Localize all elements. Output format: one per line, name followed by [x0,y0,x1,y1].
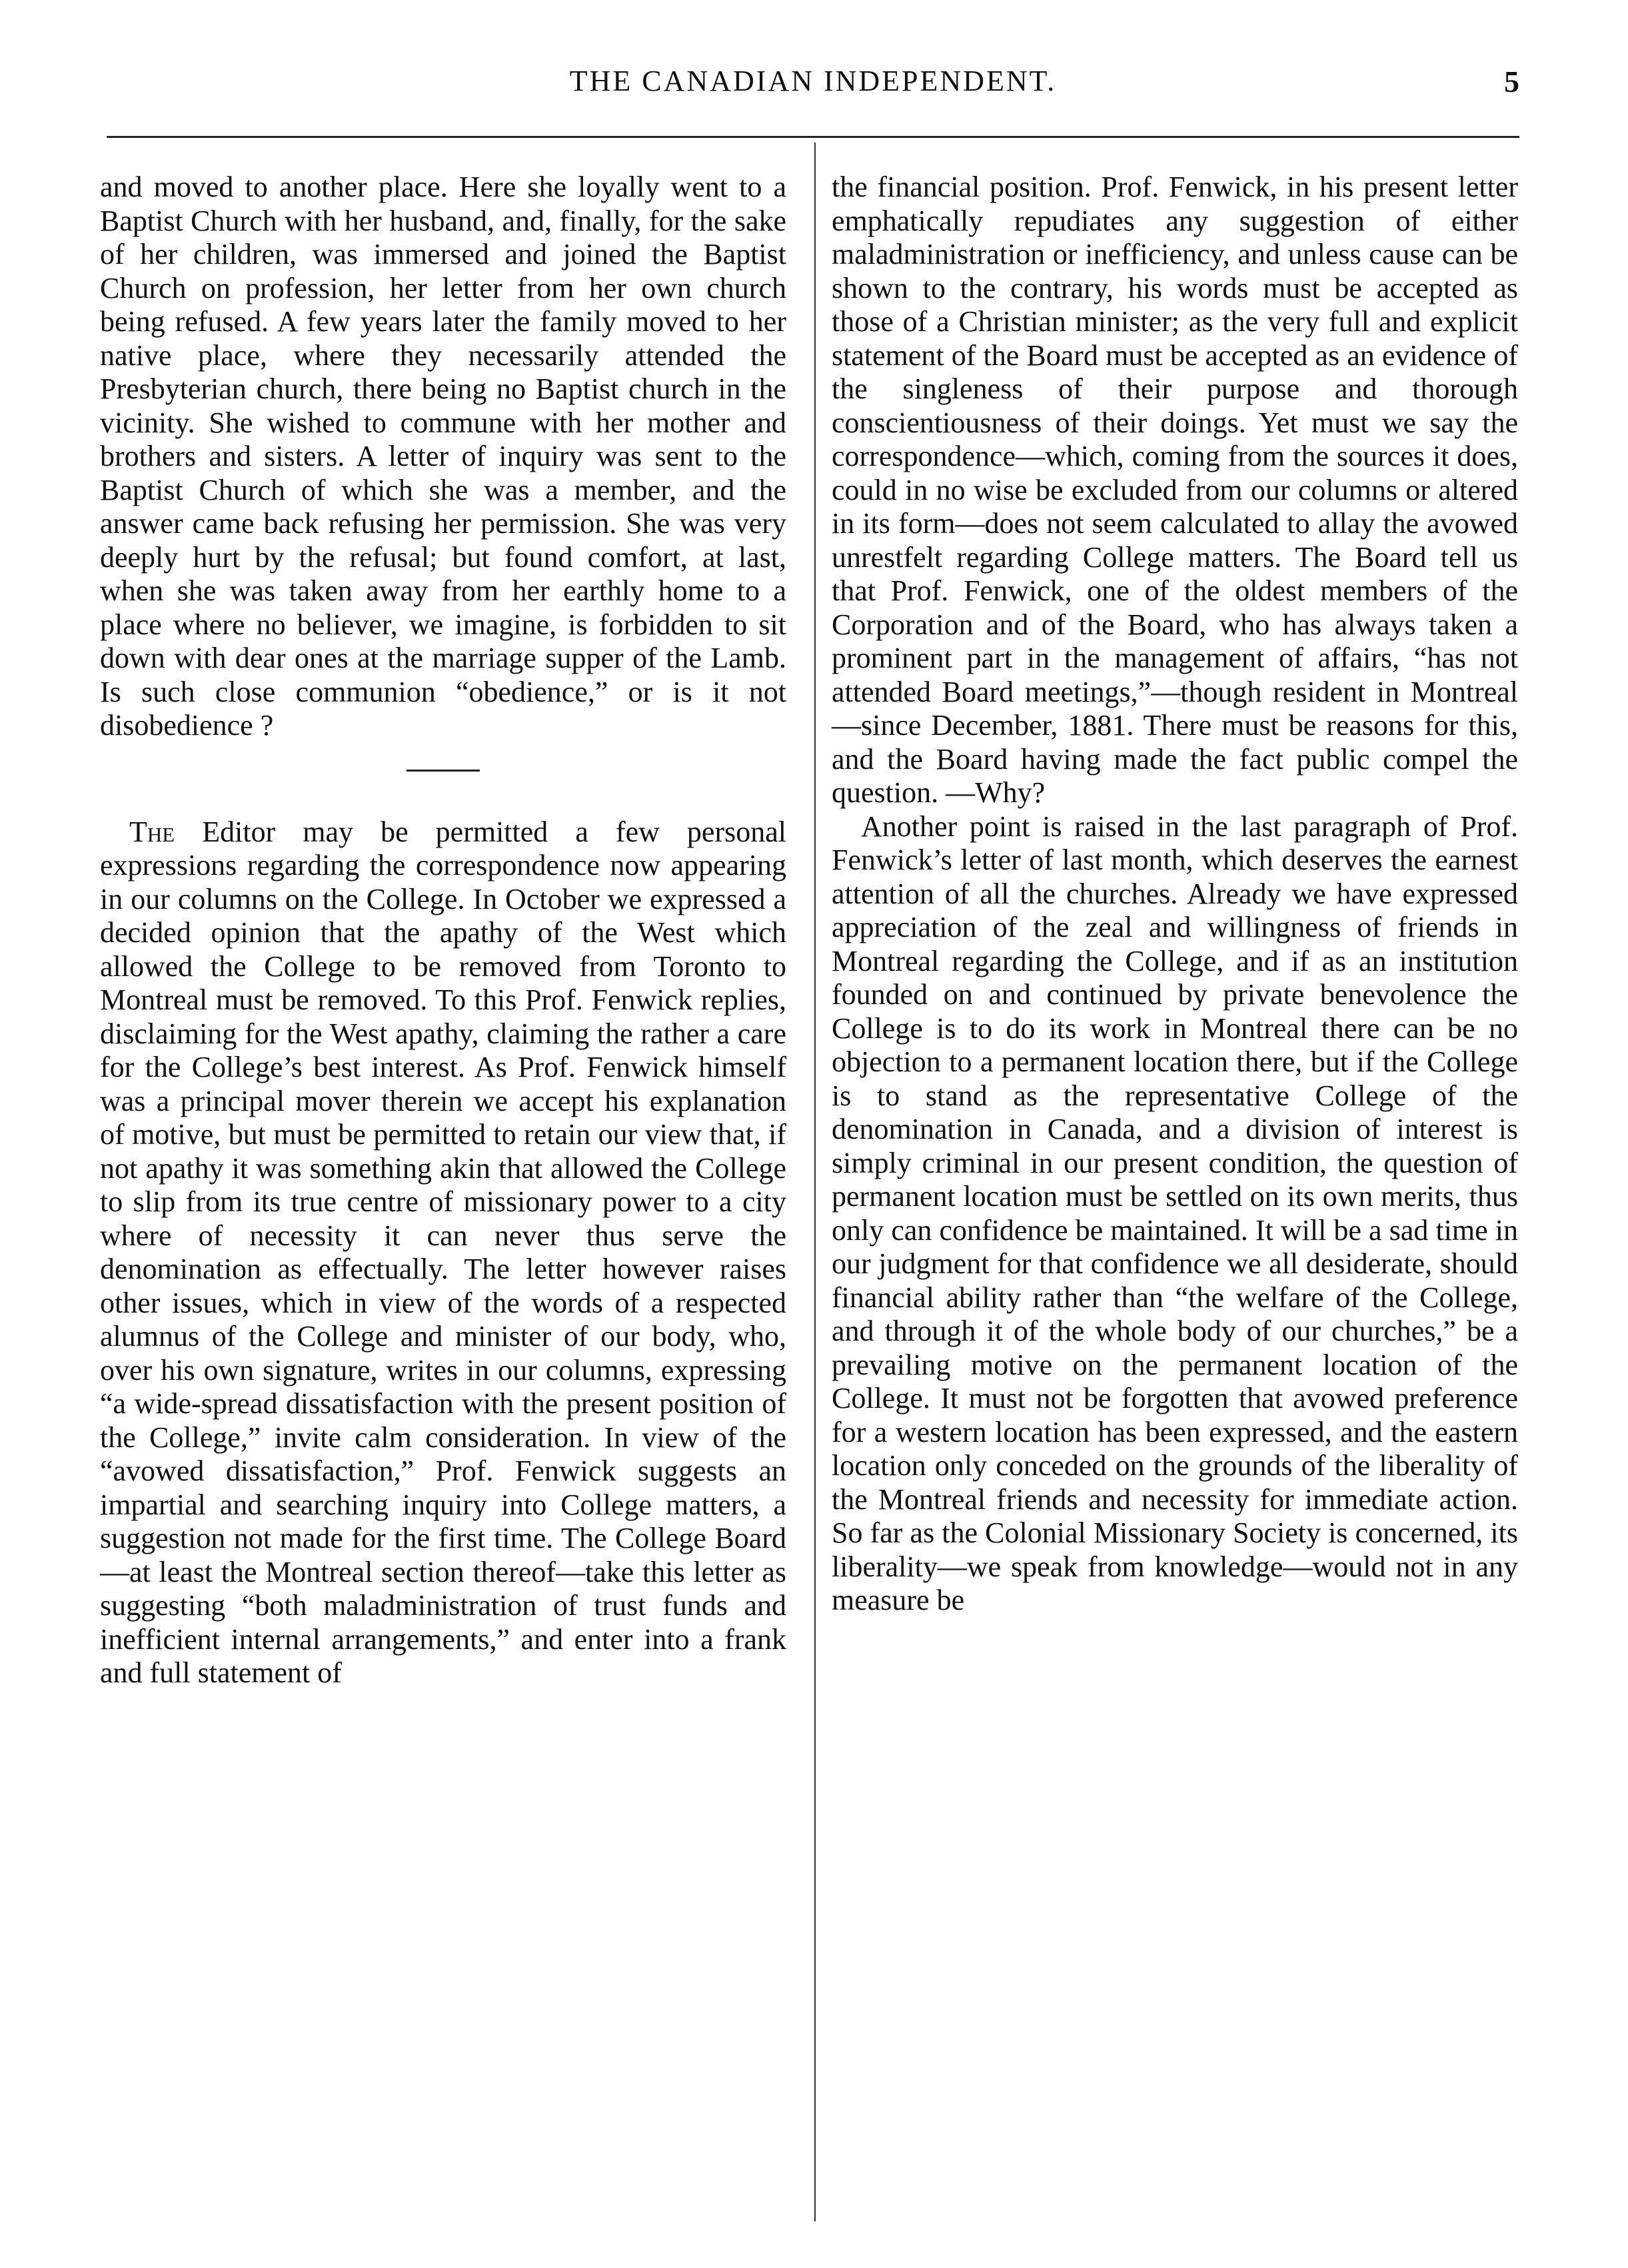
left-paragraph-2-body: Editor may be permitted a few personal expressions regarding the correspondence now appearing in our columns on the College. In October we expressed a decided opinion that the apathy of the West which allowed the College to be removed from Toronto to Montreal must be removed. To this Prof. Fenwick replies, disclaiming for the West apathy, claiming the rather a care for the College’s best interest. As Prof. Fenwick himself was a principal mover therein we accept his explanation of motive, but must be permitted to retain our view that, if not apathy it was something akin that allowed the College to slip from its true centre of missionary power to a city where of necessity it can never thus serve the denomination as effectually. The letter however raises other issues, which in view of the words of a respected alumnus of the College and minister of our body, who, over his own signature, writes in our columns, expressing “a wide-spread dissatisfaction with the present position of the College,” invite calm consideration. In view of the “avowed dissatisfaction,” Prof. Fenwick suggests an impartial and searching inquiry into College matters, a suggestion not made for the first time. The College Board—at least the Montreal section thereof—take this letter as suggesting “both maladministration of trust funds and inefficient internal arrangements,” and enter into a frank and full statement of [100,815,786,1689]
left-column [100,171,786,1690]
page-header [107,64,1519,111]
right-paragraph-2: Another point is raised in the last paragraph of Prof. Fenwick’s letter of last month, which deserves the earnest attention of all the churches. Already we have expressed appreciation of the zeal and willingness of friends in Montreal regarding the College, and if as an institution founded on and continued by private benevolence the College is to do its work in Montreal there can be no objection to a permanent location there, but if the College is to stand as the representative College of the denomination in Canada, and a division of interest is simply criminal in our present condition, the question of permanent location must be settled on its own merits, thus only can confidence be maintained. It will be a sad time in our judgment for that confidence we all desiderate, should financial ability rather than “the welfare of the College, and through it of the whole body of our churches,” be a prevailing motive on the permanent location of the College. It must not be forgotten that avowed preference for a western location has been expressed, and the eastern location only conceded on the grounds of the liberality of the Montreal friends and necessity for immediate action. So far as the Colonial Missionary Society is concerned, its liberality—we speak from knowledge—would not in any measure be [832,810,1518,1616]
left-paragraph-2 [100,816,786,1690]
left-paragraph-1: and moved to another place. Here she loyally went to a Baptist Church with her husband, and, finally, for the sake of her children, was immersed and joined the Baptist Church on profession, her letter from her own church being refused. A few years later the family moved to her native place, where they necessarily attended the Presbyterian church, there being no Baptist church in the vicinity. She wished to commune with her mother and brothers and sisters. A letter of inquiry was sent to the Baptist Church of which she was a member, and the answer came back refusing her permission. She was very deeply hurt by the refusal; but found comfort, at last, when she was taken away from her earthly home to a place where no believer, we imagine, is forbidden to sit down with dear ones at the marriage supper of the Lamb. Is such close communion “obedience,” or is it not disobedience ? [100,171,786,742]
publication-title: THE CANADIAN INDEPENDENT. [569,65,1057,97]
header-rule [107,136,1519,138]
right-paragraph-1: the financial position. Prof. Fenwick, in his present letter emphatically repudiates any suggestion of either maladministration or inefficiency, and unless cause can be shown to the contrary, his words must be accepted as those of a Christian minister; as the very full and explicit statement of the Board must be accepted as an evidence of the singleness of their purpose and thorough conscientiousness of their doings. Yet must we say the correspondence—which, coming from the sources it does, could in no wise be excluded from our columns or altered in its form—does not seem calculated to allay the avowed unrestfelt regarding College matters. The Board tell us that Prof. Fenwick, one of the oldest members of the Corporation and of the Board, who has always taken a prominent part in the management of affairs, “has not attended Board meetings,”—though resident in Montreal—since December, 1881. There must be reasons for this, and the Board having made the fact public compel the question. —Why? [832,171,1518,809]
editorial-lead-word: The [129,815,175,848]
section-divider [407,770,480,772]
right-column [832,171,1518,1618]
page-number: 5 [1504,65,1519,99]
column-divider [814,143,816,2221]
